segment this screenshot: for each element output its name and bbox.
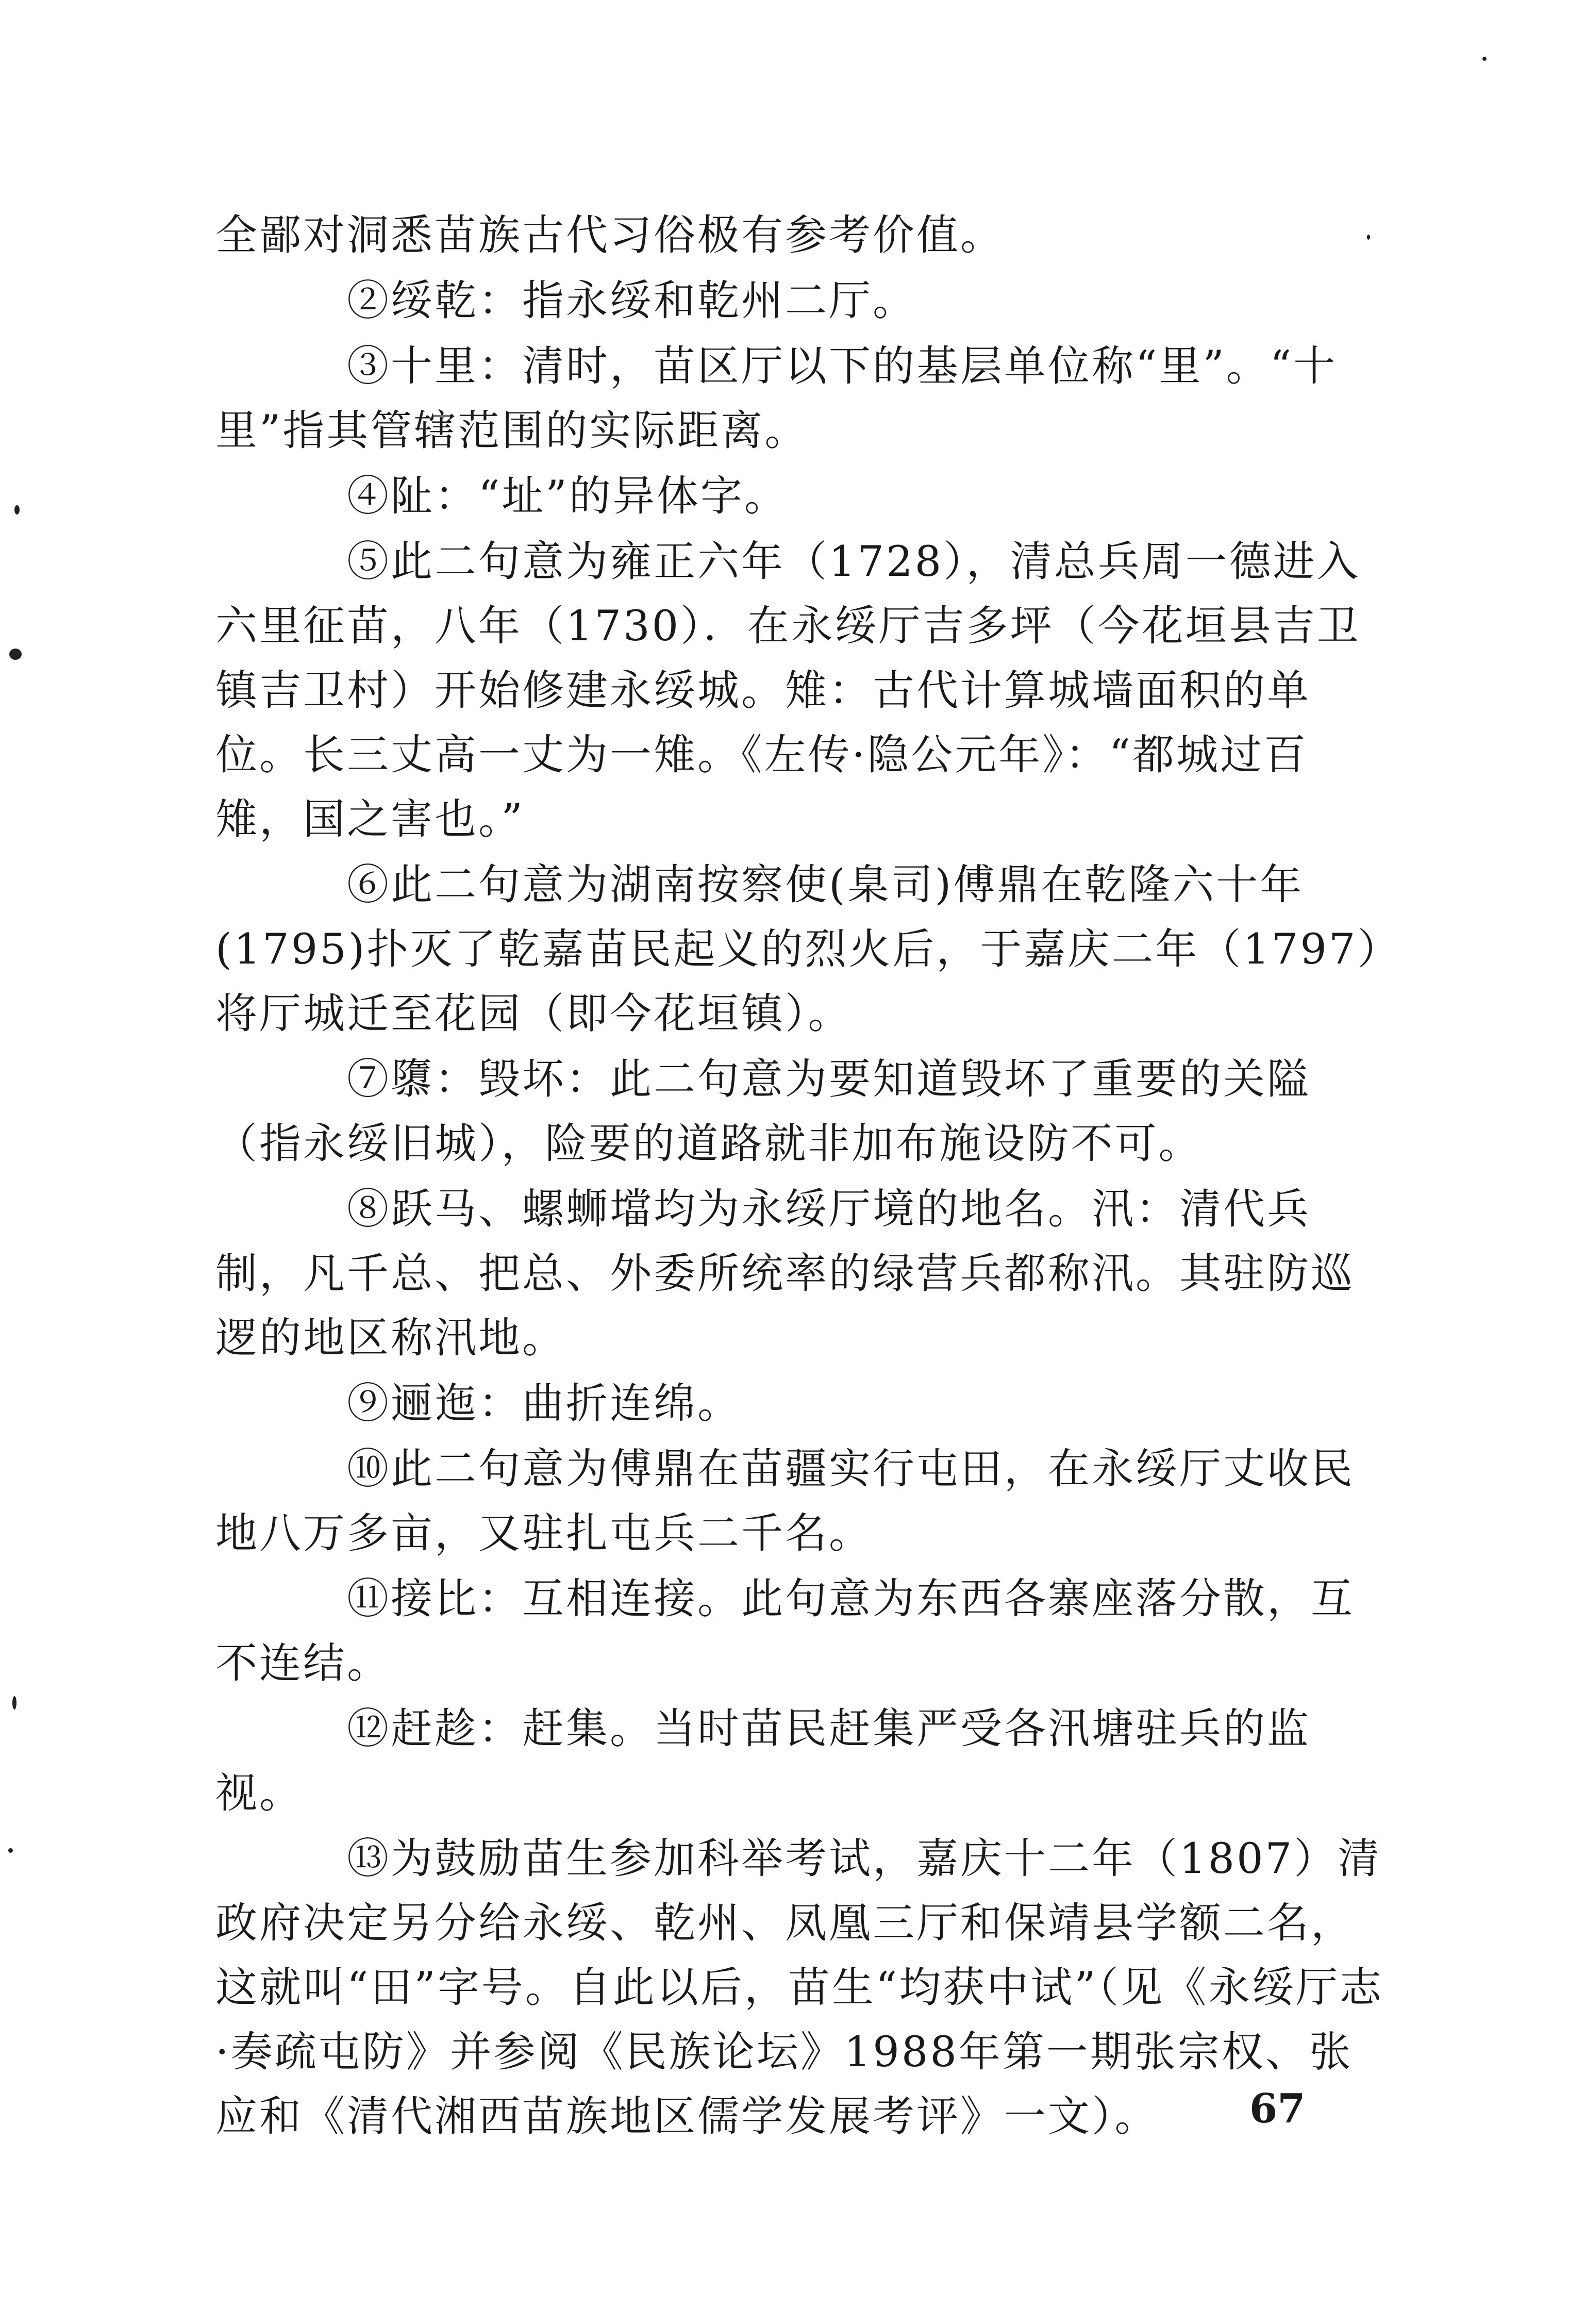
note-13: ⑬为鼓励苗生参加科举考试，嘉庆十二年（1807）清政府决定另分给永绥、乾州、凤凰三厅和保靖县学额二名，这就叫“田”字号。自此以后，苗生“均获中试”（见《永绥厅志·奏疏屯防》并参阅《民族论坛》1988年第一期张宗权、张应和《清代湘西苗族地区儒学发展考评》一文）。 bbox=[215, 1835, 1384, 2141]
note-5: ⑤此二句意为雍正六年（1728），清总兵周一德进入六里征苗，八年（1730）．在永绥厅吉多坪（今花垣县吉卫镇吉卫村）开始修建永绥城。雉：古代计算城墙面积的单位。长三丈高一丈为一雉。《左传·隐公元年》：“都城过百雉，国之害也。” bbox=[215, 538, 1361, 844]
note-4: ④阯：“址”的异体字。 bbox=[347, 472, 788, 521]
scan-speck bbox=[14, 505, 20, 514]
page-number: 67 bbox=[1249, 2085, 1306, 2132]
scan-speck bbox=[1367, 235, 1370, 240]
note-9: ⑨逦迤：曲折连绵。 bbox=[347, 1380, 742, 1428]
note-6: ⑥此二句意为湖南按察使(臬司)傅鼎在乾隆六十年(1795)扑灭了乾嘉苗民起义的烈火后，于嘉庆二年（1797）将厅城迁至花园（即今花垣镇）。 bbox=[215, 861, 1380, 1038]
scan-speck bbox=[12, 1696, 16, 1709]
note-12: ⑫赶趁：赶集。当时苗民赶集严受各汛塘驻兵的监视。 bbox=[215, 1705, 1311, 1818]
note-10: ⑩此二句意为傅鼎在苗疆实行屯田，在永绥厅丈收民地八万多亩，又驻扎屯兵二千名。 bbox=[215, 1445, 1355, 1558]
note-2: ②绥乾：指永绥和乾州二厅。 bbox=[347, 277, 917, 325]
notes-body bbox=[215, 204, 1393, 2150]
note-11: ⑪接比：互相连接。此句意为东西各寨座落分散，互不连结。 bbox=[215, 1575, 1355, 1688]
scan-speck bbox=[9, 649, 22, 660]
scan-speck bbox=[1482, 57, 1487, 61]
scan-speck bbox=[8, 1848, 13, 1853]
note-7: ⑦隳：毁坏：此二句意为要知道毁坏了重要的关隘（指永绥旧城），险要的道路就非加布施设防不可。 bbox=[215, 1055, 1311, 1168]
note-8: ⑧跃马、螺蛳壋均为永绥厅境的地名。汛：清代兵制，凡千总、把总、外委所统率的绿营兵都称汛。其驻防巡逻的地区称汛地。 bbox=[215, 1185, 1355, 1363]
note-3: ③十里：清时，苗区厅以下的基层单位称“里”。“十里”指其管辖范围的实际距离。 bbox=[215, 342, 1338, 455]
paragraph-continuation: 全鄙对洞悉苗族古代习俗极有参考价值。 bbox=[215, 211, 1005, 260]
